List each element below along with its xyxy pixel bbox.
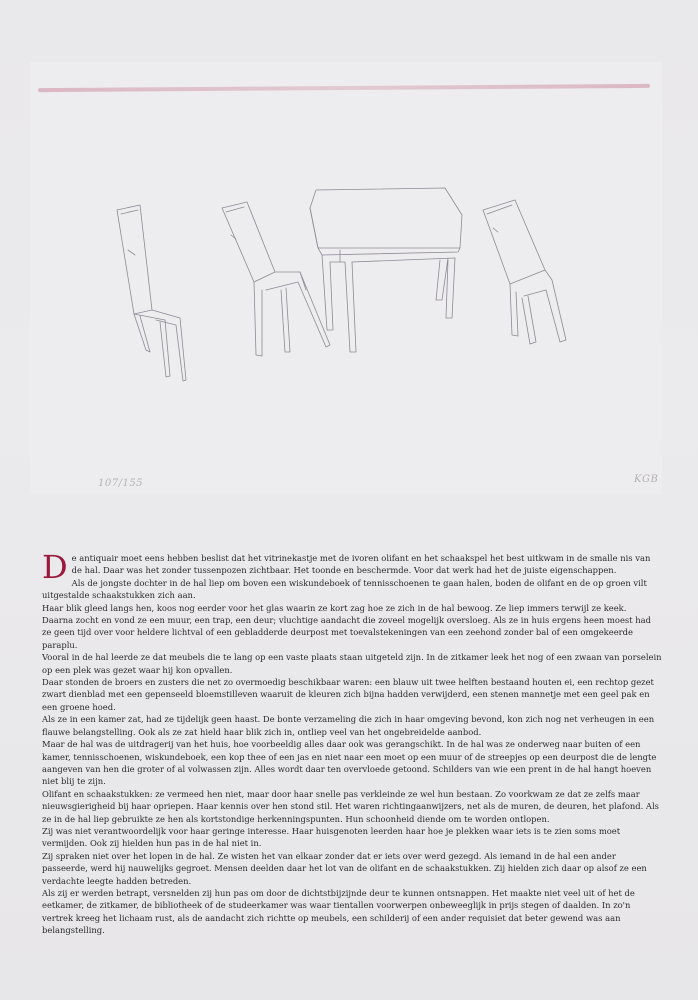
paragraph-2: Als de jongste dochter in de hal liep om boven een wiskundeboek of tennisschoenen te gaan halen, boden de olifant en de op groen vilt uitgestalde schaakstukken zich aan. [42, 577, 647, 601]
edition-number: 107/155 [98, 478, 144, 489]
paragraph-12: Als zij er werden betrapt, versnelden zij hun pas om door de dichtstbijzijnde deur te kunnen ontsnappen. Het maakte niet veel uit of het de eetkamer, de zitkamer, de bibliotheek of de studeerkamer was waar tientallen voorwerpen onbeweeglijk in prijs stegen of daalden. In zo'n vertrek kreeg het lichaam rust, als de aandacht zich richtte op meubels, een schilderij of een ander requisiet dat beter gewend was aan belangstelling. [42, 887, 635, 936]
chair-1 [117, 205, 186, 381]
artist-signature: KGB [634, 474, 659, 485]
paragraph-1: e antiquair moet eens hebben beslist dat het vitrinekastje met de ivoren olifant en het schaakspel het best uitkwam in de smalle nis van de hal. Daar was het zonder tussenpozen zichtbaar. Het toonde en beschermde. Voor dat werk had het de juiste eigenschappen. [71, 553, 651, 576]
paragraph-8: Maar de hal was de uitdragerij van het huis, hoe voorbeeldig alles daar ook was gerangschikt. In de hal was ze onderweg naar buiten of een kamer, tennisschoenen, wiskundeboek, een kop thee of een jas en niet naar een moet op een muur of de streepjes op een deurpost die de lengte aangeven van hen die groter of al volwassen zijn. Alles wordt daar ten overvloede getoond. Schilders van wie een prent in de hal hangt hoeven niet blij te zijn. [42, 739, 657, 787]
paragraph-5: Vooral in de hal leerde ze dat meubels die te lang op een vaste plaats staan uitgeteld zijn. In de zitkamer leek het nog of een zwaan van porselein op een plek was gezet waar hij kon opvallen. [42, 652, 662, 675]
paragraph-10: Zij was niet verantwoordelijk voor haar geringe interesse. Haar huisgenoten leerden haar hoe je plekken waar iets is te zien soms moet vermijden. Ook zij hielden hun pas in de hal niet in. [42, 825, 621, 849]
drop-cap: D [42, 548, 68, 586]
paragraph-11: Zij spraken niet over het lopen in de hal. Ze wisten het van elkaar zonder dat er iets over werd gezegd. Als iemand in de hal een ander passeerde, werd hij nauwelijks gegroet. Mensen deelden daar het lot van de olifant en de schaakstukken. Zij hielden zich daar op alsof ze een verdachte leegte hadden betreden. [42, 850, 647, 886]
paragraph-7: Als ze in een kamer zat, had ze tijdelijk geen haast. De bonte verzameling die zich in haar omgeving bevond, kon zich nog net verheugen in een flauwe belangstelling. Ook als ze zat hield haar blik zich in, ontliep veel van het ongebreidelde aanbod. [42, 714, 655, 737]
text-block [42, 548, 662, 937]
chair-3 [483, 200, 566, 344]
paragraph-3: Haar blik gleed langs hen, koos nog eerder voor het glas waarin ze kort zag hoe ze zich in de hal bewoog. Ze liep immers terwijl ze keek. [42, 602, 627, 613]
table [310, 188, 462, 352]
paragraph-4: Daarna zocht en vond ze een muur, een trap, een deur; vluchtige aandacht die zoveel mogelijk oversloeg. Als ze in huis ergens heen moest had ze geen tijd over voor heldere lichtval of een gebladderde deurpost met toevalstekeningen van een zeehond zonder bal of een omgekeerde paraplu. [42, 615, 651, 650]
paragraph-6: Daar stonden de broers en zusters die net zo overmoedig beschikbaar waren: een blauw uit twee helften bestaand houten ei, een rechtop gezet zwart dienblad met een gepenseeld bloemstilleven waaruit de kleuren zich bijna hadden verwijderd, een stenen mannetje met een geel pak en een groene hoed. [42, 677, 654, 712]
paragraph-9: Olifant en schaakstukken: ze vermeed hen niet, maar door haar snelle pas verkleinde ze wel hun bestaan. Zo voorkwam ze dat ze zelfs maar nieuwsgierigheid bij haar opriepen. Haar kennis over hen stond stil. Het waren richtingaanwijzers, net als de muren, de deuren, het plafond. Als ze in de hal liep gebruikte ze hen als kortstondige herkenningspunten. Hun schoonheid diende om te worden ontlopen. [42, 788, 659, 824]
